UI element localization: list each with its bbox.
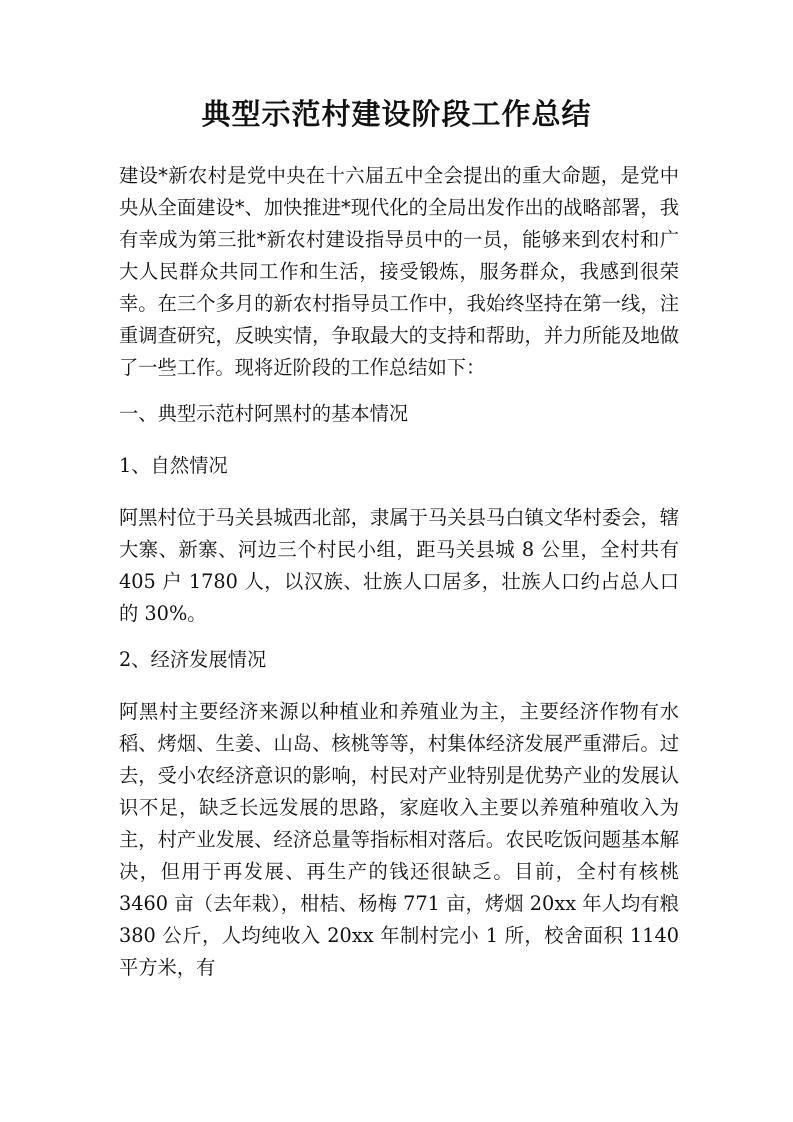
subsection-heading: 1、自然情况: [119, 454, 228, 477]
document-body: [119, 160, 679, 998]
section-heading: 一、典型示范村阿黑村的基本情况: [119, 402, 409, 425]
natural-conditions-paragraph: 阿黑村位于马关县城西北部，隶属于马关县马白镇文华村委会，辖大寨、新寨、河边三个村民小组，距马关县城 8 公里，全村共有 405 户 1780 人，以汉族、壮族人口居多，壮族人口约占总人口的 30%。: [119, 506, 679, 625]
subsection-heading: 2、经济发展情况: [119, 648, 267, 671]
document-title: 典型示范村建设阶段工作总结: [201, 97, 592, 131]
economic-development-paragraph: 阿黑村主要经济来源以种植业和养殖业为主，主要经济作物有水稻、烤烟、生姜、山岛、核桃等等，村集体经济发展严重滞后。过去，受小农经济意识的影响，村民对产业特别是优势产业的发展认识不足，缺乏长远发展的思路，家庭收入主要以养殖种殖收入为主，村产业发展、经济总量等指标相对落后。农民吃饭问题基本解决，但用于再发展、再生产的钱还很缺乏。目前，全村有核桃 3460 亩（去年栽），柑桔、杨梅 771 亩，烤烟 20xx 年人均有粮 380 公斤，人均纯收入 20xx 年制村完小 1 所，校舍面积 1140 平方米，有: [119, 700, 679, 979]
intro-paragraph: 建设*新农村是党中央在十六届五中全会提出的重大命题，是党中央从全面建设*、加快推进*现代化的全局出发作出的战略部署，我有幸成为第三批*新农村建设指导员中的一员，能够来到农村和广大人民群众共同工作和生活，接受锻炼，服务群众，我感到很荣幸。在三个多月的新农村指导员工作中，我始终坚持在第一线，注重调查研究，反映实情，争取最大的支持和帮助，并力所能及地做了一些工作。现将近阶段的工作总结如下：: [119, 164, 679, 379]
